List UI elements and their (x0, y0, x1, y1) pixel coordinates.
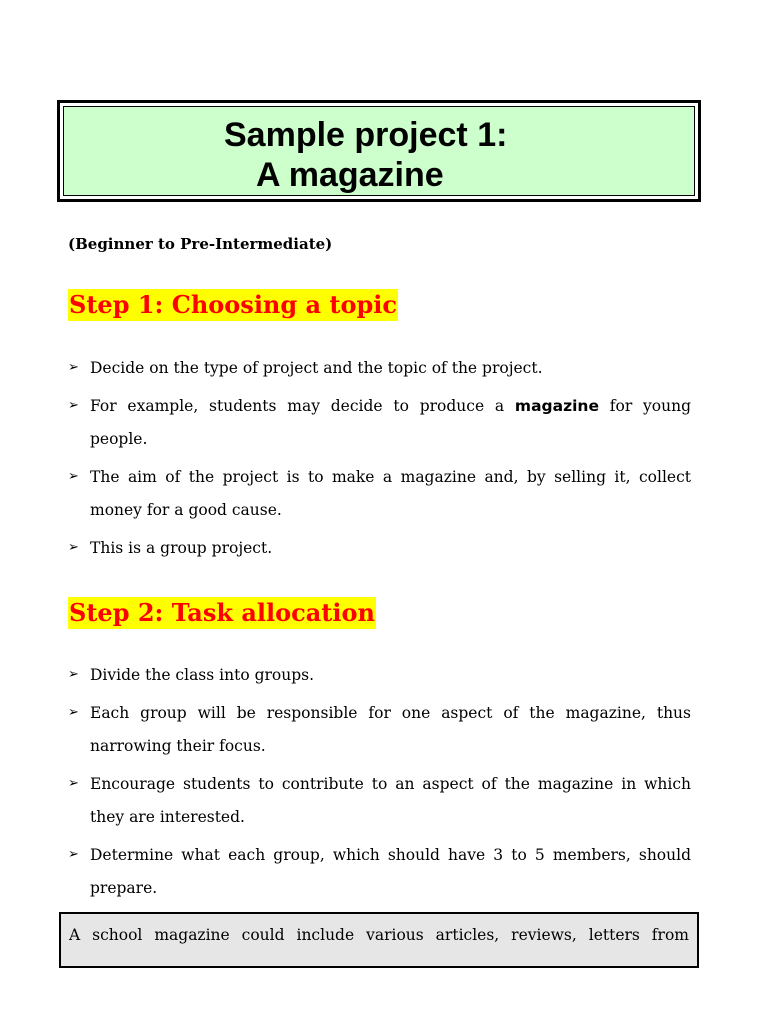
bullet-text: Encourage students to contribute to an aspect of the magazine in which they are interested. (90, 775, 691, 826)
level-note: (Beginner to Pre-Intermediate) (68, 235, 333, 253)
bullet-text: Divide the class into groups. (90, 666, 315, 684)
bullet-text: Decide on the type of project and the topic of the project. (90, 359, 543, 377)
arrow-bullet-icon: ➢ (68, 705, 79, 720)
arrow-bullet-icon: ➢ (68, 540, 79, 555)
step2-bullet-2 (68, 697, 691, 763)
arrow-bullet-icon: ➢ (68, 847, 79, 862)
bullet-text-part: For example, students may decide to produce a (90, 397, 515, 415)
magazine-keyword: magazine (514, 397, 599, 415)
step1-bullet-3 (68, 461, 691, 527)
title-line-1: Sample project 1: (224, 116, 508, 154)
arrow-bullet-icon: ➢ (68, 469, 79, 484)
bullet-text: This is a group project. (90, 539, 273, 557)
step2-bullet-list (68, 659, 691, 910)
callout-box: A school magazine could include various articles, reviews, letters from (59, 912, 699, 968)
step2-bullet-1 (68, 659, 691, 692)
title-panel (63, 106, 695, 196)
step2-bullet-4 (68, 839, 691, 905)
step1-bullet-1 (68, 352, 691, 385)
bullet-text: Determine what each group, which should have 3 to 5 members, should prepare. (90, 846, 691, 897)
bullet-text-part: for young people. (90, 397, 691, 448)
step2-bullet-3 (68, 768, 691, 834)
bullet-text (90, 397, 691, 448)
step1-bullet-list (68, 352, 691, 570)
title-line-2: A magazine (256, 156, 444, 194)
arrow-bullet-icon: ➢ (68, 360, 79, 375)
title-box (57, 100, 701, 202)
step1-bullet-2 (68, 390, 691, 456)
arrow-bullet-icon: ➢ (68, 398, 79, 413)
step2-heading: Step 2: Task allocation (69, 598, 375, 627)
bullet-text: The aim of the project is to make a magazine and, by selling it, collect money for a good cause. (90, 468, 691, 519)
arrow-bullet-icon: ➢ (68, 776, 79, 791)
step1-bullet-4 (68, 532, 691, 565)
step1-heading: Step 1: Choosing a topic (69, 290, 398, 319)
arrow-bullet-icon: ➢ (68, 667, 79, 682)
bullet-text: Each group will be responsible for one aspect of the magazine, thus narrowing their focus. (90, 704, 691, 755)
